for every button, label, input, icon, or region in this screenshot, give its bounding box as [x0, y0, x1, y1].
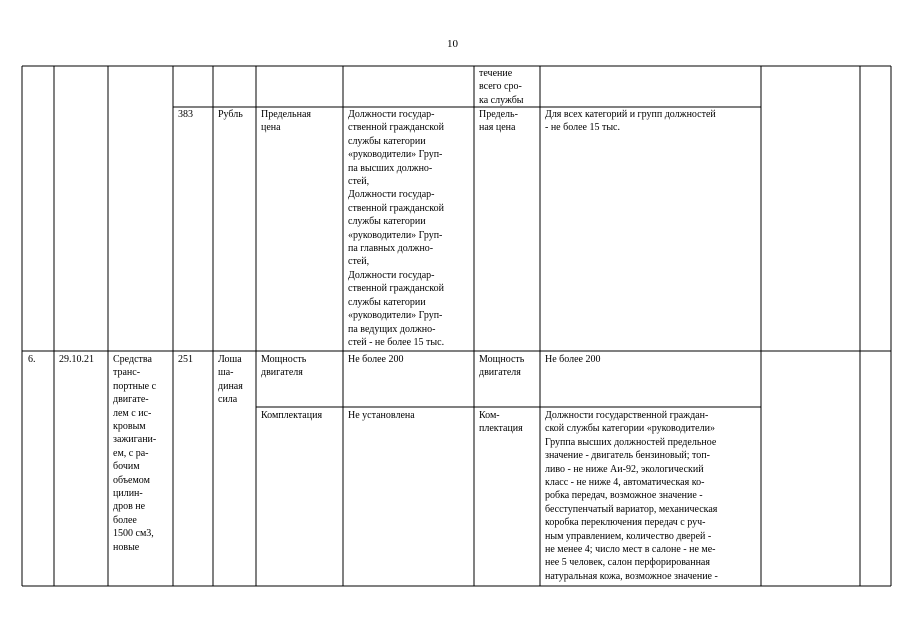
- row-6-characteristic-a2: Мощность двигателя: [479, 354, 525, 379]
- row-383-unit-name: Рубль: [218, 109, 243, 120]
- row-6-characteristic-b: Комплектация: [261, 410, 323, 421]
- row-6-okei-code: 251: [178, 354, 193, 365]
- row-6-characteristic-b2: Ком- плектация: [479, 410, 523, 435]
- page-number: 10: [447, 38, 458, 50]
- row-6-number: 6.: [28, 354, 36, 365]
- row-6-value-a: Не более 200: [348, 354, 404, 365]
- row-383-okei-code: 383: [178, 109, 193, 120]
- row-383-characteristic: Предельная цена: [261, 109, 311, 134]
- row-383-characteristic-2: Предель- ная цена: [479, 109, 518, 134]
- row-6-name: Средства транс- портные с двигате- лем с ис- кровым зажигани- ем, с ра- бочим объемом цилин- дров не более 1500 см3, новые: [113, 354, 157, 553]
- continued-unit-label: течение всего сро- ка службы: [479, 68, 524, 106]
- row-6-value-a2: Не более 200: [545, 354, 601, 365]
- row-6-date: 29.10.21: [59, 354, 94, 365]
- row-6-unit-name: Лоша ша- диная сила: [218, 354, 243, 406]
- row-383-value-2: Для всех категорий и групп должностей - не более 15 тыс.: [545, 109, 716, 134]
- row-6-value-b2: Должности государственной граждан- ской службы категории «руководители» Группа высших должностей предельное значение - двигатель бензиновый; топ- ливо - не ниже Аи-92, экологический класс - не ниже 4, автоматическая ко- робка передач, возможное значение - бесступенчатый вариатор, механическая коробка переключения передач с руч- ным управлением, количество дверей - не менее 4; число мест в салоне - не ме- нее 5 человек, салон перфорированная натуральная кожа, возможное значение -: [545, 410, 718, 582]
- row-6-value-b: Не установлена: [348, 410, 415, 421]
- row-6-characteristic-a: Мощность двигателя: [261, 354, 307, 379]
- row-383-value: Должности государ- ственной гражданской службы категории «руководители» Груп- па высших должно- стей, Должности государ- ственной гражданской службы категории «руководители» Груп- па главных должно- стей, Должности государ- ственной гражданской службы категории «руководители» Груп- па ведущих должно- стей - не более 15 тыс.: [348, 109, 445, 348]
